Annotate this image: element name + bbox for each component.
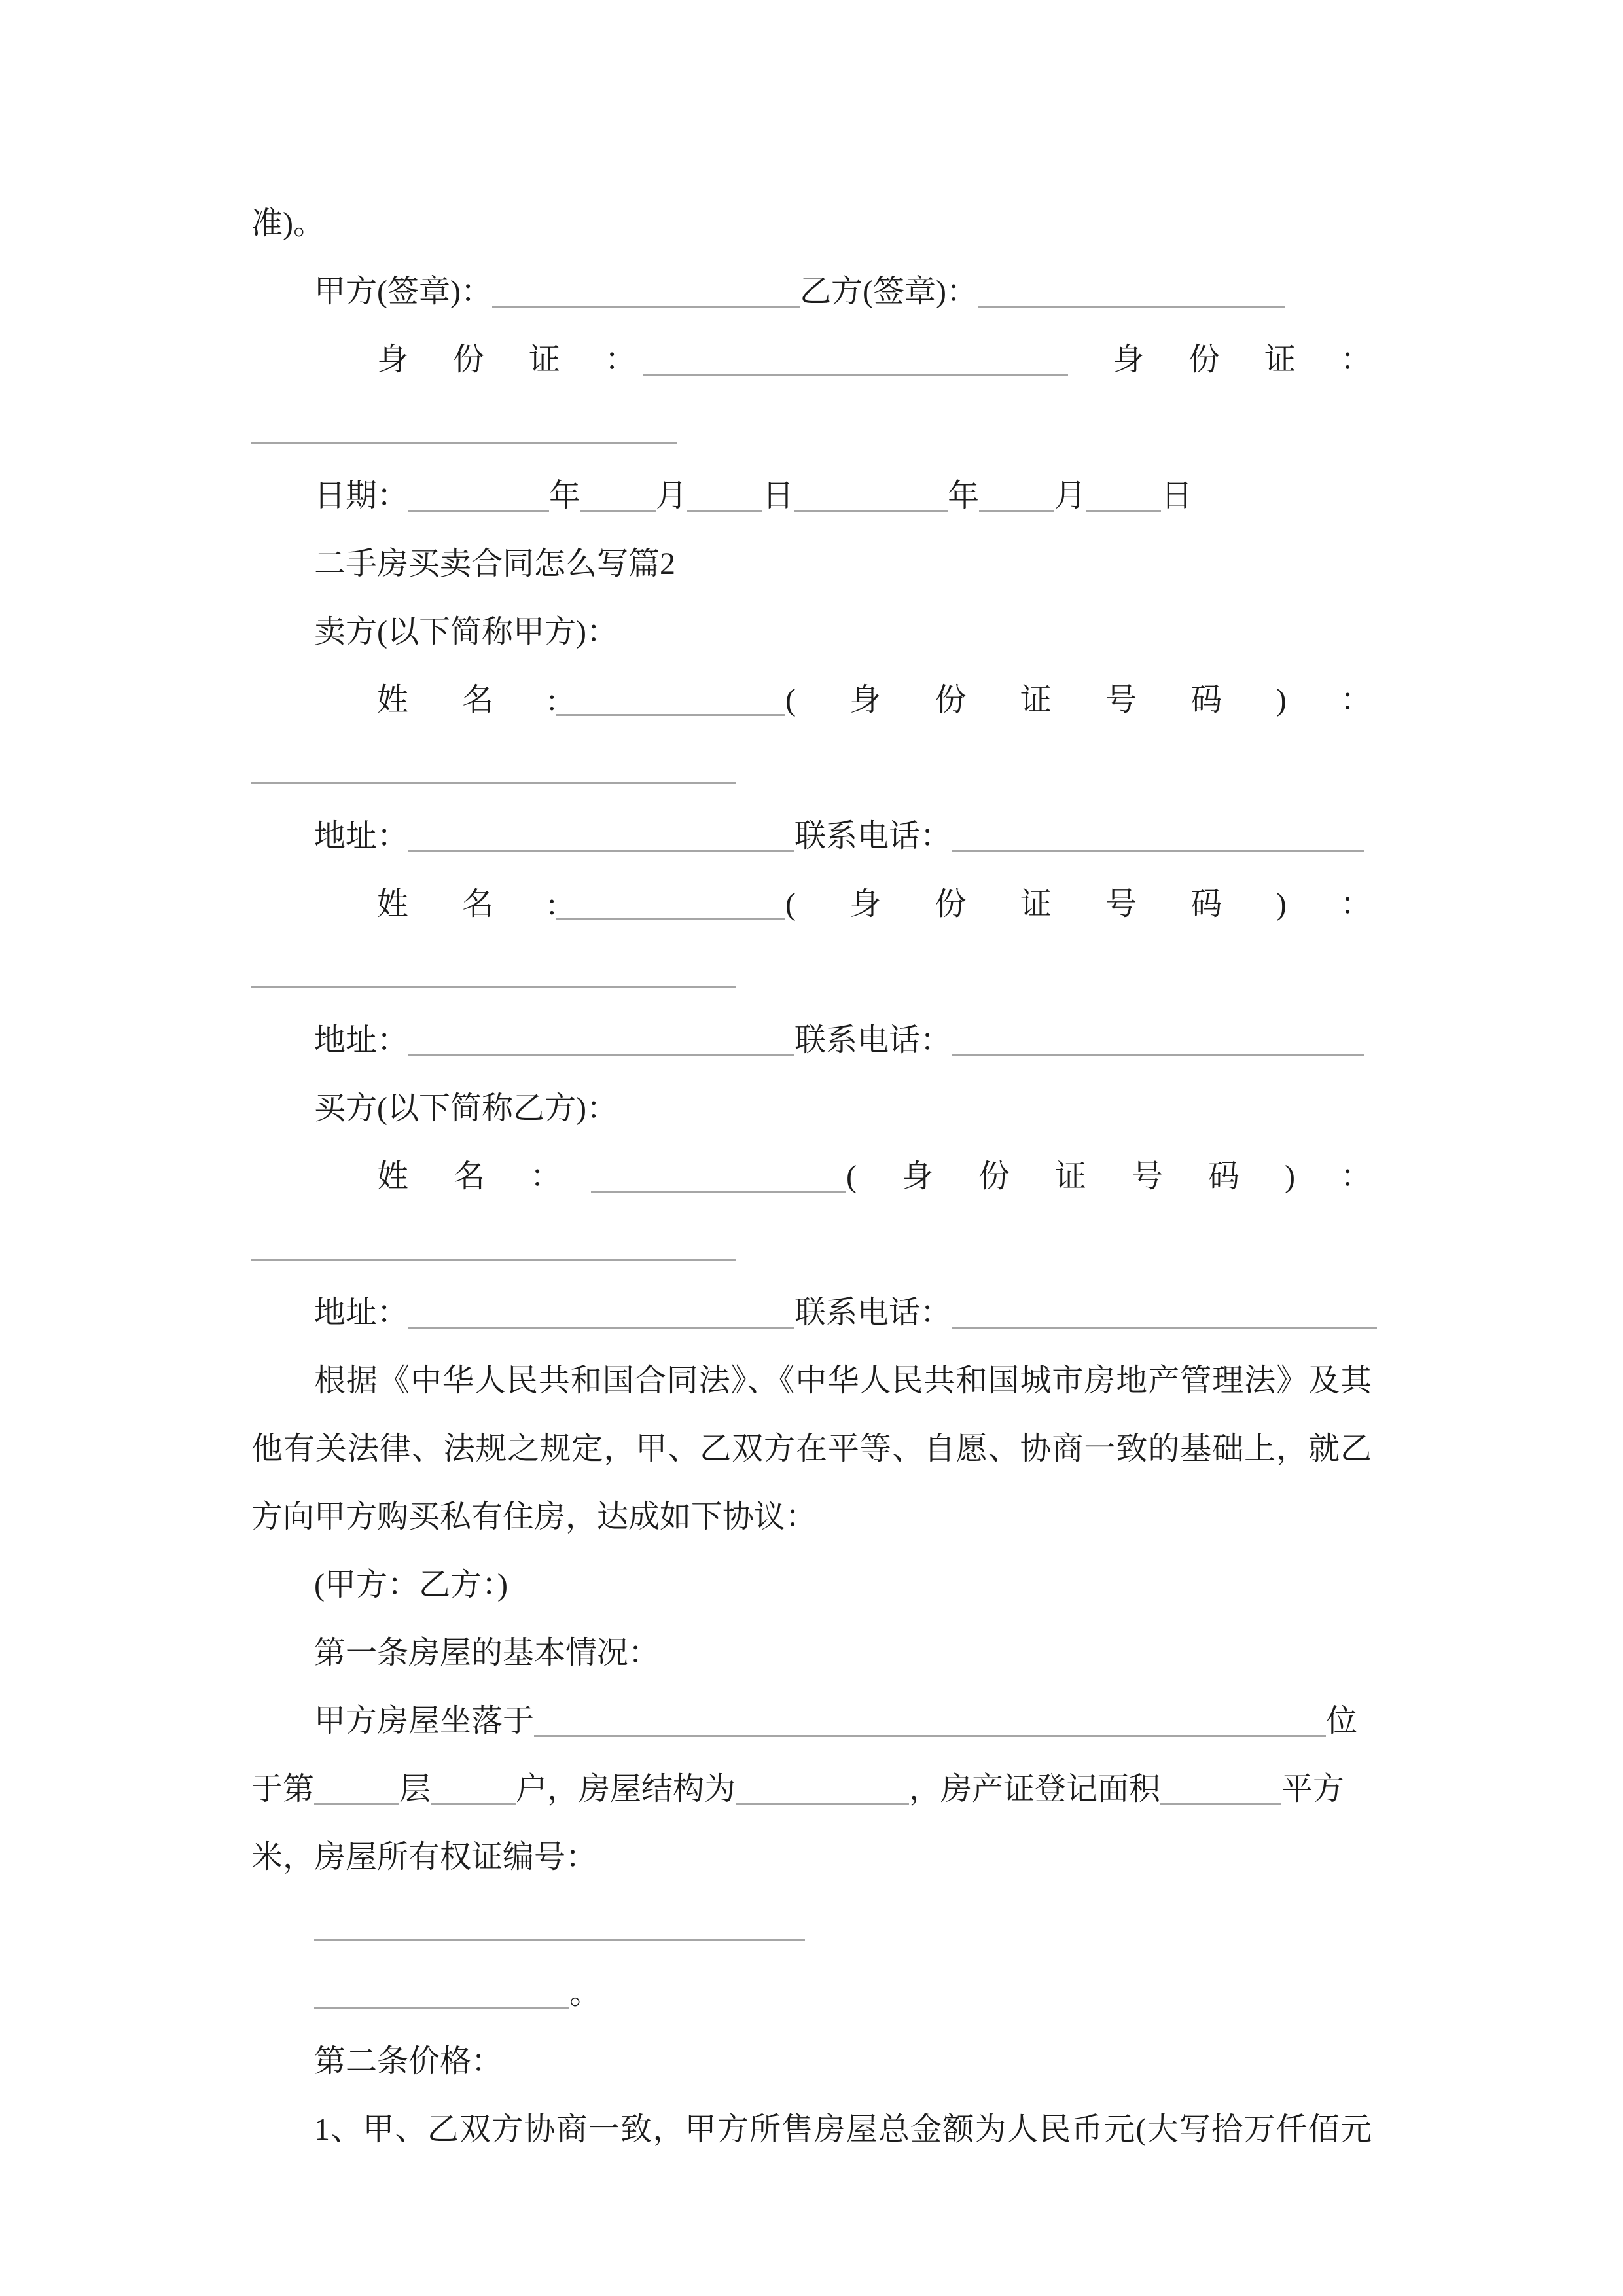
- text-segment: 乙方(签章)：: [799, 274, 978, 309]
- line-blank-underline: [251, 734, 1372, 802]
- text-segment: 第二条价格：: [314, 2044, 503, 2079]
- blank-underline: [978, 279, 1285, 308]
- blank-underline: [408, 483, 549, 512]
- blank-underline: [251, 960, 736, 988]
- line-seller-name-1: [251, 666, 1372, 734]
- blank-underline: [408, 1028, 794, 1056]
- line-article-2-heading: [251, 2028, 1372, 2096]
- blank-underline: [591, 1164, 846, 1193]
- text-segment: 米，房屋所有权证编号：: [251, 1840, 597, 1874]
- blank-underline: [251, 755, 736, 784]
- text-segment: 卖方(以下简称甲方)：: [314, 615, 618, 649]
- text-segment: 联系电话：: [794, 1295, 952, 1330]
- line-blank-underline: [251, 1211, 1372, 1279]
- text-segment: 根据《中华人民共和国合同法》、《中华人民共和国城市房地产管理法》及其: [314, 1363, 1372, 1398]
- blank-underline: [314, 1981, 569, 2009]
- text-segment: 方向甲方购买私有住房，达成如下协议：: [251, 1499, 817, 1534]
- line-cert-number: [251, 1823, 1372, 1892]
- line-blank-underline: [251, 1892, 1372, 1960]
- text-segment: 准)。: [251, 206, 325, 241]
- line-date: [251, 462, 1372, 530]
- text-segment: 身 份 证 ：: [377, 342, 643, 377]
- blank-underline: [251, 1232, 736, 1261]
- text-segment: 姓 名 :: [377, 887, 556, 922]
- blank-underline: [952, 823, 1364, 852]
- line-price-clause: [251, 2096, 1372, 2164]
- line-seller-heading: [251, 598, 1372, 666]
- text-segment: 地址：: [314, 1295, 409, 1330]
- blank-underline: [492, 279, 800, 308]
- line-id-card: [251, 326, 1372, 394]
- blank-underline: [1160, 1776, 1281, 1805]
- line-buyer-name: [251, 1143, 1372, 1211]
- text-segment: (甲方：乙方：): [314, 1568, 508, 1602]
- blank-underline: [534, 1708, 1326, 1737]
- text-segment: 二手房买卖合同怎么写篇2: [314, 547, 676, 581]
- text-segment: 买方(以下简称乙方)：: [314, 1091, 618, 1126]
- text-segment: 于第: [251, 1772, 315, 1806]
- line-id-card-blank: [251, 394, 1372, 462]
- blank-underline: [687, 483, 762, 512]
- blank-underline: [408, 823, 794, 852]
- line-blank-underline: [251, 939, 1372, 1007]
- line-parties: [251, 1551, 1372, 1619]
- line-signature: [251, 258, 1372, 326]
- text-segment: 姓 名 :: [377, 683, 556, 717]
- blank-underline: [251, 415, 677, 444]
- text-segment: 地址：: [314, 1023, 409, 1058]
- blank-underline: [952, 1300, 1377, 1329]
- text-segment: ，房产证登记面积: [909, 1772, 1161, 1806]
- text-segment: 地址：: [314, 819, 409, 853]
- text-segment: 位: [1326, 1704, 1358, 1738]
- line-house-location: [251, 1687, 1372, 1755]
- blank-underline: [431, 1776, 516, 1805]
- text-segment: 月: [1054, 478, 1086, 513]
- line-seller-address-1: [251, 802, 1372, 870]
- blank-underline: [314, 1912, 805, 1941]
- text-segment: 姓 名 ：: [377, 1159, 592, 1194]
- line-article-1-heading: [251, 1619, 1372, 1687]
- line-house-details: [251, 1755, 1372, 1823]
- blank-underline: [556, 687, 785, 716]
- text-segment: 户，房屋结构为: [516, 1772, 736, 1806]
- line-preamble-1: [251, 1347, 1372, 1415]
- line-blank-period: [251, 1960, 1372, 2028]
- blank-underline: [643, 347, 1068, 376]
- line-preamble-3: [251, 1483, 1372, 1551]
- line-continuation: [251, 190, 1372, 258]
- text-segment: 甲方房屋坐落于: [314, 1704, 535, 1738]
- blank-underline: [952, 1028, 1364, 1056]
- blank-underline: [736, 1776, 909, 1805]
- blank-underline: [1086, 483, 1161, 512]
- text-segment: 日期：: [314, 478, 409, 513]
- line-seller-address-2: [251, 1007, 1372, 1075]
- blank-underline: [580, 483, 656, 512]
- line-buyer-address: [251, 1279, 1372, 1347]
- blank-underline: [979, 483, 1054, 512]
- text-segment: 第一条房屋的基本情况：: [314, 1636, 660, 1670]
- line-preamble-2: [251, 1415, 1372, 1483]
- text-segment: 年: [948, 478, 980, 513]
- text-segment: ( 身 份 证 号 码 ) ：: [785, 683, 1372, 717]
- text-segment: ( 身 份 证 号 码 ) ：: [785, 887, 1372, 922]
- text-segment: 联系电话：: [794, 1023, 952, 1058]
- text-segment: 日: [1161, 478, 1193, 513]
- blank-underline: [794, 483, 948, 512]
- text-segment: 月: [656, 478, 688, 513]
- text-segment: 。: [569, 1976, 601, 2011]
- line-section-title: [251, 530, 1372, 598]
- blank-underline: [408, 1300, 794, 1329]
- text-segment: 联系电话：: [794, 819, 952, 853]
- text-segment: 层: [399, 1772, 431, 1806]
- document-body: [251, 190, 1372, 2164]
- text-segment: 日: [762, 478, 794, 513]
- text-segment: 身 份 证 ：: [1068, 342, 1372, 377]
- text-segment: 甲方(签章)：: [314, 274, 492, 309]
- line-seller-name-2: [251, 870, 1372, 939]
- text-segment: ( 身 份 证 号 码 ) ：: [846, 1159, 1372, 1194]
- line-buyer-heading: [251, 1075, 1372, 1143]
- blank-underline: [556, 891, 785, 920]
- text-segment: 年: [549, 478, 581, 513]
- text-segment: 他有关法律、法规之规定，甲、乙双方在平等、自愿、协商一致的基础上，就乙: [251, 1431, 1372, 1466]
- text-segment: 平方: [1281, 1772, 1345, 1806]
- text-segment: 1、甲、乙双方协商一致，甲方所售房屋总金额为人民币元(大写拾万仟佰元: [314, 2112, 1372, 2147]
- blank-underline: [314, 1776, 399, 1805]
